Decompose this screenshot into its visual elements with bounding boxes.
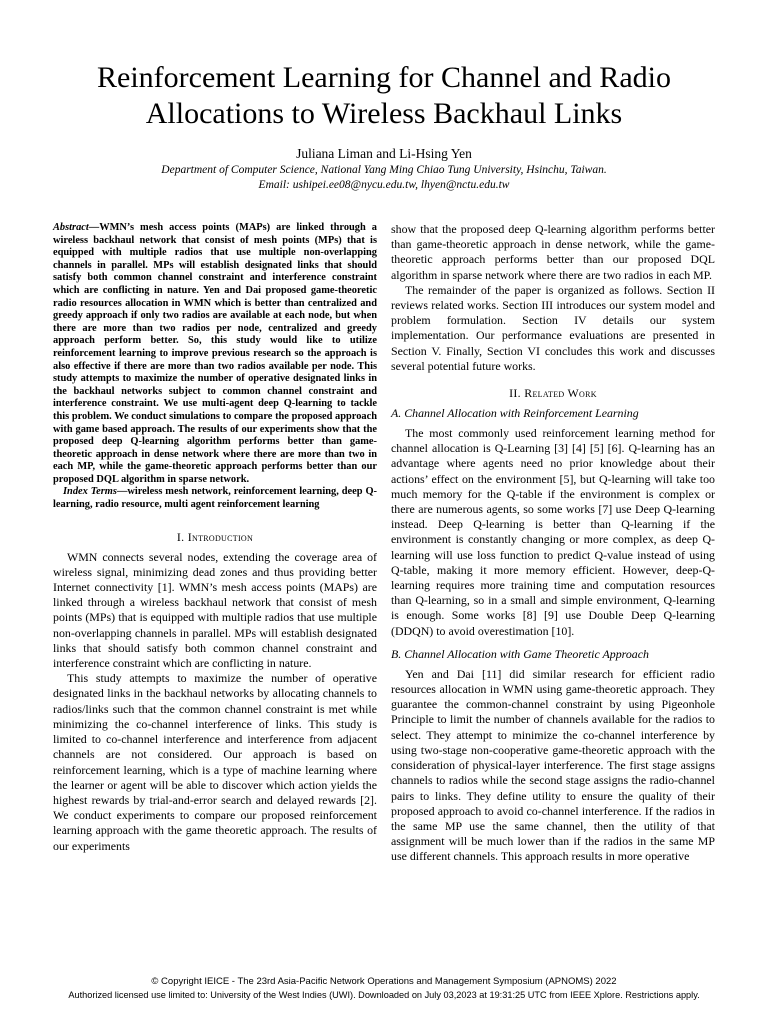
subsection-heading-a: A. Channel Allocation with Reinforcement Learning (391, 406, 639, 421)
section-title: Related Work (524, 386, 597, 401)
authors: Juliana Liman and Li-Hsing Yen (296, 146, 472, 161)
subsection-a-paragraph: The most commonly used reinforcement learning method for channel allocation is Q-Learning [3] [4] [5] [6]. Q-learning has an advantage where agents need no prior knowledge about their actions’ effect on the environment [5], but Q-learning will take too much memory for the Q-table if the environment is complex or there are numerous agents, so some works [7] use Deep Q-learning instead. Deep Q-learning is better than Q-learning if the environment is constantly changing or more complex, as deep Q-learning will use loss function to predict Q-value instead of using Q-table, making it more memory efficient. However, deep-Q-learning requires more training time and computation resources than Q-learning, so in a small and simple environment, Q-learning is enough. Some works [8] [9] use Double Deep Q-learning (DDQN) to avoid overestimation [10]. (391, 426, 715, 638)
title-line-2: Allocations to Wireless Backhaul Links (145, 97, 623, 130)
abstract-label: Abstract (53, 222, 89, 233)
section-number: II. (509, 386, 525, 401)
subsection-b-paragraph: Yen and Dai [11] did similar research for efficient radio resources allocation in WMN using game-theoretic approach. They guarantee the common-channel constraint by using Pigeonhole Principle to limit the number of channels available for the radios to select. They attempt to minimize the co-channel interference by using two-stage non-cooperative game-theoretic approach with the consideration of physical-layer interference. The first stage assigns channels to radios while the second stage assigns the radio-channel pairs to links. They define utility to ensure the quality of their proposed approach to avoid co-channel interference. If the radios in the same MP use the same channel, then the utility of that assignment will be much lower than if the radios in the same MP use different channels. This approach results in more operative (391, 666, 715, 864)
paper-title (40, 60, 728, 132)
abstract (53, 222, 377, 486)
index-terms (53, 486, 377, 511)
copyright-footer: © Copyright IEICE - The 23rd Asia-Pacific Network Operations and Management Symposium (APNOMS) 2022 (151, 976, 617, 987)
section-title: Introduction (187, 529, 254, 544)
index-terms-text: —wireless mesh network, reinforcement learning, deep Q-learning, radio resource, multi agent reinforcement learning (53, 486, 377, 511)
affiliation: Department of Computer Science, National Yang Ming Chiao Tung University, Hsinchu, Taiwan. (161, 164, 607, 176)
section-number: I. (176, 529, 188, 544)
intro-paragraph-2-continued: show that the proposed deep Q-learning algorithm performs better than game-theoretic approach in dense network, while the game-theoretic approach performs better than our proposed DQL algorithm in sparse network where there are two radios in each MP. (391, 222, 715, 282)
index-terms-label: Index Terms (63, 486, 117, 498)
intro-paragraph-3: The remainder of the paper is organized as follows. Section II reviews related works. Section III introduces our system model and problem formulation. Section IV details our system implementation. Our performance evaluations are presented in Section V. Finally, Section VI concludes this work and discusses several potential future works. (391, 282, 715, 373)
abstract-text: —WMN’s mesh access points (MAPs) are linked through a wireless backhaul network that consist of mesh points (MPs) that is equipped with multiple radios that use multiple non-overlapping channels in parallel. MPs will establish designated links that should satisfy both common channel constraint and interference constraint which are conflicting in nature. Yen and Dai proposed game-theoretic radio resources allocation in WMN which is better than centralized and greedy approach if only two radios are available at each node, but when there are more than two radios per node, centralized and greedy approach perform better. So, this study would like to utilize reinforcement learning to improve previous research so the approach is also effective if there are more than two radios available per node. This study attempts to maximize the number of operative designated links in the backhaul networks subject to common channel constraint and interference constraint. We use multi-agent deep Q-learning to tackle this problem. We conduct simulations to compare the proposed approach with game based approach. The results of our experiments show that the proposed deep Q-learning algorithm performs better than game-theoretic approach in dense network where there are more than two in each MP, while the game-theoretic approach performs better than our proposed DQL algorithm in sparse network. (53, 222, 377, 485)
intro-paragraph-1: WMN connects several nodes, extending the coverage area of wireless signal, minimizing dead zones and thus providing better Internet connectivity [1]. WMN’s mesh access points (MAPs) are linked through a wireless backhaul network that consist of mesh points (MPs) that is equipped with multiple radios that use multiple non-overlapping channels in parallel. MPs will establish designated links that should satisfy both common channel constraint and interference constraint which are conflicting in nature. (53, 549, 377, 671)
left-column (53, 222, 377, 854)
title-line-1: Reinforcement Learning for Channel and Radio (97, 61, 671, 94)
section-heading-introduction (53, 530, 377, 545)
right-column (391, 222, 715, 865)
subsection-heading-b: B. Channel Allocation with Game Theoretic Approach (391, 646, 649, 661)
license-footer: Authorized licensed use limited to: University of the West Indies (UWI). Downloaded on July 03,2023 at 19:31:25 UTC from IEEE Xplore. Restrictions apply. (68, 990, 700, 1000)
author-emails: Email: ushipei.ee08@nycu.edu.tw, lhyen@nctu.edu.tw (258, 179, 510, 191)
section-heading-related-work (391, 386, 715, 401)
intro-paragraph-2: This study attempts to maximize the number of operative designated links in the backhaul networks by allocating channels to radios/links such that the common channel constraint is met while minimizing the co-channel interference of links. This study is limited to co-channel interference and interference from adjacent channels are not considered. Our approach is based on reinforcement learning, which is a type of machine learning where the learner or agent will be able to discover which action yields the highest rewards by trial-and-error search and delayed rewards [2]. We conduct experiments to compare our proposed reinforcement learning approach with the game theoretic approach. The results of our experiments (53, 671, 377, 853)
